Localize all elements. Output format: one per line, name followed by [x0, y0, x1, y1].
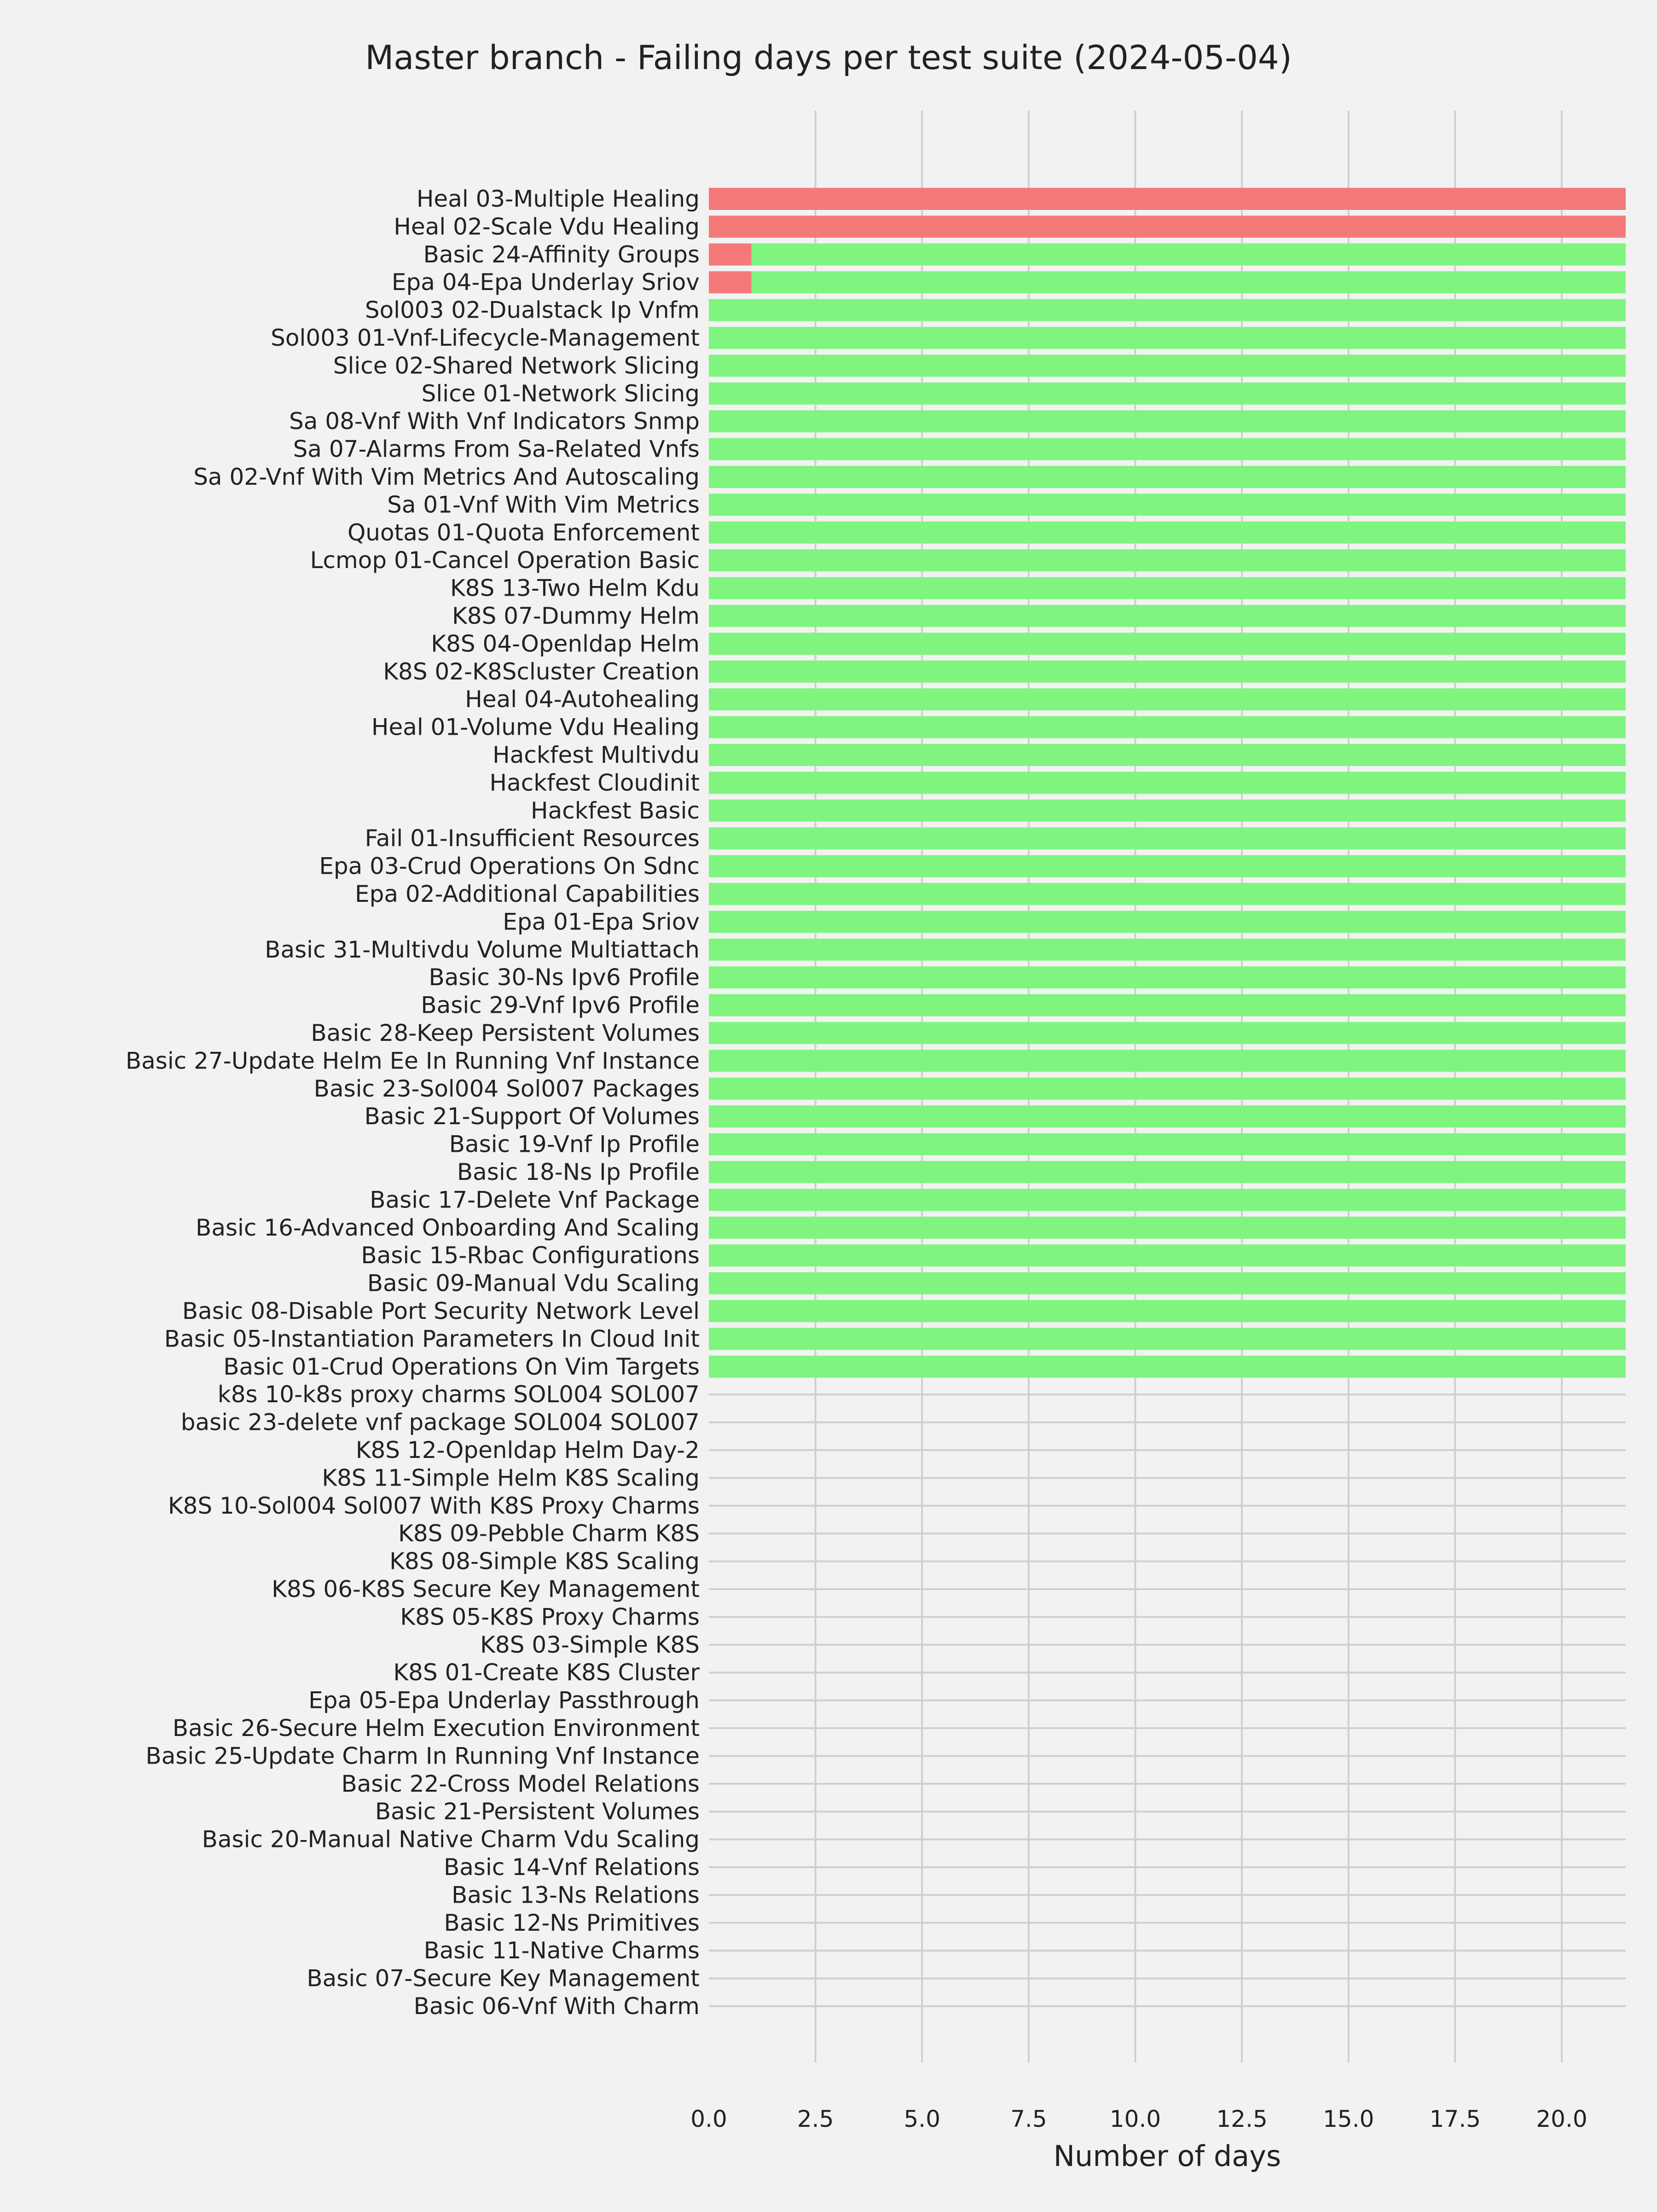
category-label: Basic 21-Persistent Volumes: [375, 1798, 700, 1825]
category-label: Heal 01-Volume Vdu Healing: [371, 714, 700, 741]
chart-title: Master branch - Failing days per test suite (2024-05-04): [365, 38, 1292, 77]
category-label: K8S 09-Pebble Charm K8S: [398, 1520, 700, 1547]
bars: [709, 188, 1626, 1378]
pass-bar: [709, 966, 1626, 988]
category-label: K8S 02-K8Scluster Creation: [383, 658, 700, 685]
fail-bar: [709, 188, 1626, 210]
pass-bar: [709, 1133, 1626, 1155]
pass-bar: [709, 661, 1626, 683]
category-label: Basic 23-Sol004 Sol007 Packages: [313, 1075, 700, 1102]
pass-bar: [709, 1328, 1626, 1350]
pass-bar: [709, 354, 1626, 377]
pass-bar: [709, 466, 1626, 488]
x-tick-label: 7.5: [1010, 2106, 1047, 2132]
category-label: K8S 11-Simple Helm K8S Scaling: [322, 1464, 700, 1492]
x-tick-label: 17.5: [1429, 2106, 1481, 2132]
category-label: K8S 06-K8S Secure Key Management: [272, 1576, 700, 1602]
fail-bar: [709, 271, 752, 293]
category-label: Basic 20-Manual Native Charm Vdu Scaling: [202, 1826, 700, 1853]
pass-bar: [709, 1161, 1626, 1183]
fail-bar: [709, 244, 752, 266]
pass-bar: [709, 1300, 1626, 1322]
pass-bar: [709, 383, 1626, 405]
pass-bar: [709, 883, 1626, 905]
category-label: Basic 25-Update Charm In Running Vnf Instance: [145, 1742, 700, 1770]
category-label: Basic 15-Rbac Configurations: [361, 1242, 700, 1269]
pass-bar: [709, 1356, 1626, 1378]
category-label: Basic 24-Affinity Groups: [423, 241, 700, 268]
x-tick-labels: [690, 2106, 1587, 2132]
pass-bar: [709, 1105, 1626, 1127]
category-label: Heal 02-Scale Vdu Healing: [394, 213, 700, 240]
category-label: Hackfest Cloudinit: [489, 769, 700, 796]
x-tick-label: 15.0: [1323, 2106, 1374, 2132]
pass-bar: [752, 271, 1626, 293]
category-label: Basic 01-Crud Operations On Vim Targets: [223, 1353, 700, 1380]
category-label: K8S 03-Simple K8S: [480, 1631, 700, 1658]
category-label: Basic 18-Ns Ip Profile: [457, 1159, 700, 1185]
category-label: Basic 08-Disable Port Security Network Level: [182, 1298, 700, 1324]
x-tick-label: 5.0: [904, 2106, 941, 2132]
pass-bar: [709, 549, 1626, 571]
x-tick-label: 0.0: [690, 2106, 727, 2132]
category-label: Epa 02-Additional Capabilities: [355, 881, 700, 907]
pass-bar: [709, 911, 1626, 933]
pass-bar: [709, 577, 1626, 599]
pass-bar: [709, 1022, 1626, 1044]
pass-bar: [709, 772, 1626, 794]
category-label: K8S 12-Openldap Helm Day-2: [355, 1437, 700, 1463]
category-label: Basic 12-Ns Primitives: [444, 1909, 700, 1936]
category-label: K8S 05-K8S Proxy Charms: [400, 1603, 700, 1631]
category-label: Basic 09-Manual Vdu Scaling: [367, 1270, 700, 1297]
category-label: Basic 07-Secure Key Management: [307, 1965, 700, 1992]
category-label: Basic 05-Instantiation Parameters In Cloud Init: [164, 1325, 700, 1353]
category-label: Quotas 01-Quota Enforcement: [347, 519, 700, 546]
category-label: Basic 31-Multivdu Volume Multiattach: [265, 936, 700, 963]
x-tick-label: 10.0: [1109, 2106, 1161, 2132]
pass-bar: [709, 1244, 1626, 1266]
pass-bar: [752, 244, 1626, 266]
category-label: K8S 08-Simple K8S Scaling: [389, 1548, 700, 1575]
category-label: K8S 10-Sol004 Sol007 With K8S Proxy Charms: [168, 1492, 700, 1519]
pass-bar: [709, 827, 1626, 849]
category-label: Sa 01-Vnf With Vim Metrics: [387, 491, 700, 518]
category-label: k8s 10-k8s proxy charms SOL004 SOL007: [217, 1381, 700, 1408]
category-label: Basic 13-Ns Relations: [452, 1881, 700, 1909]
pass-bar: [709, 438, 1626, 460]
pass-bar: [709, 994, 1626, 1016]
category-label: Slice 01-Network Slicing: [421, 380, 700, 407]
pass-bar: [709, 800, 1626, 822]
category-label: Basic 06-Vnf With Charm: [413, 1993, 700, 2020]
category-label: Slice 02-Shared Network Slicing: [333, 352, 700, 379]
category-label: Sa 08-Vnf With Vnf Indicators Snmp: [289, 408, 700, 435]
category-label: Sol003 02-Dualstack Ip Vnfm: [365, 296, 700, 324]
pass-bar: [709, 493, 1626, 516]
pass-bar: [709, 1217, 1626, 1239]
pass-bar: [709, 744, 1626, 766]
category-label: Basic 14-Vnf Relations: [443, 1854, 700, 1881]
category-label: Basic 19-Vnf Ip Profile: [449, 1131, 700, 1158]
category-label: Fail 01-Insufficient Resources: [365, 825, 700, 852]
category-label: Basic 22-Cross Model Relations: [341, 1770, 700, 1797]
category-label: Sa 02-Vnf With Vim Metrics And Autoscaling: [193, 464, 700, 490]
pass-bar: [709, 327, 1626, 349]
category-label: Epa 05-Epa Underlay Passthrough: [308, 1687, 700, 1714]
category-label: basic 23-delete vnf package SOL004 SOL007: [180, 1409, 700, 1436]
category-label: Basic 11-Native Charms: [423, 1937, 700, 1964]
category-label: Epa 04-Epa Underlay Sriov: [391, 269, 700, 296]
pass-bar: [709, 855, 1626, 877]
category-label: Lcmop 01-Cancel Operation Basic: [310, 547, 700, 574]
pass-bar: [709, 939, 1626, 961]
category-label: K8S 01-Create K8S Cluster: [393, 1659, 700, 1686]
category-label: Heal 03-Multiple Healing: [416, 186, 700, 212]
category-label: Basic 29-Vnf Ipv6 Profile: [421, 992, 700, 1019]
x-axis-label: Number of days: [1053, 2139, 1281, 2173]
category-label: K8S 13-Two Helm Kdu: [450, 575, 700, 602]
pass-bar: [709, 1078, 1626, 1100]
category-label: Heal 04-Autohealing: [465, 686, 700, 713]
pass-bar: [709, 688, 1626, 710]
pass-bar: [709, 299, 1626, 321]
pass-bar: [709, 1050, 1626, 1072]
category-label: Hackfest Multivdu: [492, 742, 700, 768]
fail-bar: [709, 215, 1626, 238]
category-labels: [126, 186, 700, 2020]
x-tick-label: 2.5: [797, 2106, 834, 2132]
category-label: Basic 27-Update Helm Ee In Running Vnf Instance: [125, 1047, 700, 1074]
category-label: Basic 26-Secure Helm Execution Environment: [172, 1715, 700, 1742]
pass-bar: [709, 1189, 1626, 1211]
pass-bar: [709, 1272, 1626, 1295]
category-label: Hackfest Basic: [531, 797, 700, 824]
category-label: Basic 17-Delete Vnf Package: [370, 1186, 700, 1213]
category-label: Basic 21-Support Of Volumes: [364, 1103, 700, 1130]
pass-bar: [709, 716, 1626, 738]
category-label: Epa 03-Crud Operations On Sdnc: [319, 853, 700, 880]
category-label: Basic 16-Advanced Onboarding And Scaling: [196, 1214, 700, 1241]
category-label: Basic 28-Keep Persistent Volumes: [311, 1020, 700, 1046]
pass-bar: [709, 605, 1626, 627]
x-tick-label: 20.0: [1536, 2106, 1587, 2132]
category-label: K8S 04-Openldap Helm: [431, 630, 700, 657]
pass-bar: [709, 633, 1626, 655]
category-label: K8S 07-Dummy Helm: [452, 603, 700, 629]
category-label: Sol003 01-Vnf-Lifecycle-Management: [271, 325, 700, 351]
pass-bar: [709, 410, 1626, 432]
category-label: Basic 30-Ns Ipv6 Profile: [429, 964, 700, 991]
category-label: Epa 01-Epa Sriov: [503, 908, 700, 935]
x-tick-label: 12.5: [1216, 2106, 1268, 2132]
category-label: Sa 07-Alarms From Sa-Related Vnfs: [293, 435, 700, 463]
pass-bar: [709, 522, 1626, 544]
